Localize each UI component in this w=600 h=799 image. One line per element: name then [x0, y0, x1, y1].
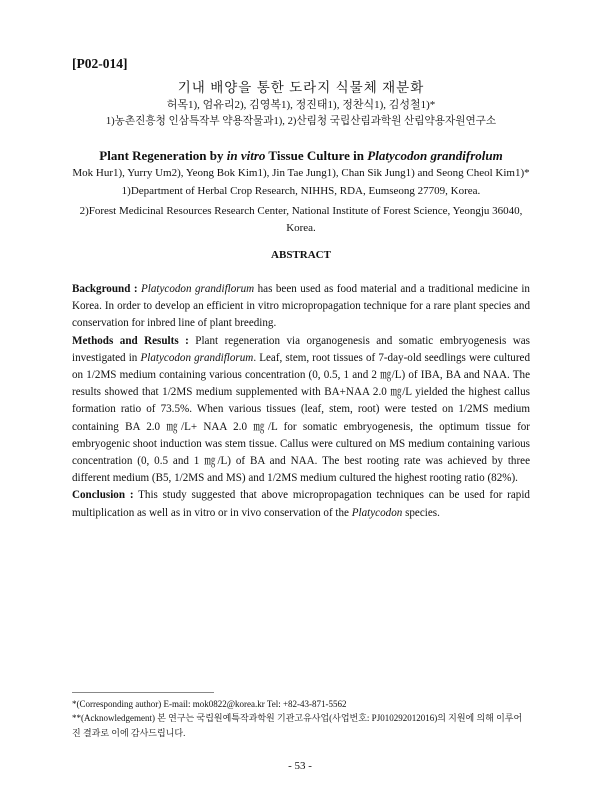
footnote-acknowledgement: **(Acknowledgement) 본 연구는 국립원예특작과학원 기관고유사업(사업번호: PJ010292012016)의 지원에 의해 이루어진 결과로 이에 감사드립니다. [72, 713, 523, 738]
english-title-part: Tissue Culture in [265, 148, 368, 163]
english-title-species: Platycodon grandifrolum [367, 148, 503, 163]
conclusion-paragraph [72, 487, 530, 521]
footnote-corresponding: *(Corresponding author) E-mail: mok0822@korea.kr Tel: +82-43-871-5562 [72, 699, 347, 709]
english-title [72, 148, 530, 164]
english-title-italic: in vitro [226, 148, 266, 163]
methods-text: . Leaf, stem, root tissues of 7-day-old seedlings were cultured on 1/2MS medium containing various concentration (0, 0.5, 1 and 2 ㎎/L) of IBA, BA and NAA. The results showed that 1/2MS medium supplemented with BA+NAA 2.0 ㎎/L yielded the highest callus formation ratio of 73.5%. When various tissues (leaf, stem, root) were tested on 1/2MS medium containing BA 2.0 ㎎/L+ NAA 2.0 ㎎/L for somatic embryogenesis, the optimum tissue for embryogenic shoot induction was stem tissue. Callus were cultured on MS medium containing various concentration (0, 0.5 and 1 ㎎/L) of BA and NAA. The best rooting rate was achieved by three different medium (B5, 1/2MS and MS) and 1/2MS medium cultured the highest rooting ratio (82%). [72, 351, 530, 485]
abstract-heading: ABSTRACT [271, 249, 331, 261]
abstract-body [72, 281, 530, 522]
english-affiliation-1: 1)Department of Herbal Crop Research, NIHHS, RDA, Eumseong 27709, Korea. [121, 185, 481, 197]
korean-affiliations: 1)농촌진흥청 인삼특작부 약용작물과1), 2)산림청 국립산림과학원 산림약용자원연구소 [105, 116, 497, 127]
species-name: Platycodon grandiflorum [140, 351, 254, 364]
conclusion-text: species. [402, 506, 440, 519]
english-authors: Mok Hur1), Yurry Um2), Yeong Bok Kim1), Jin Tae Jung1), Chan Sik Jung1) and Seong Cheol Kim1)* [72, 167, 530, 179]
footnote-divider [72, 692, 214, 693]
korean-title: 기내 배양을 통한 도라지 식물체 재분화 [177, 80, 425, 95]
conclusion-text: This study suggested that above micropropagation techniques can be used for rapid multiplication as well as in vitro or in vivo conservation of the [72, 489, 530, 519]
species-name: Platycodon grandiflorum [141, 283, 255, 295]
background-paragraph [72, 281, 530, 333]
page-number: - 53 - [288, 760, 312, 772]
background-label: Background : [72, 283, 138, 295]
conclusion-label: Conclusion : [72, 489, 134, 502]
methods-text: Plant regeneration via organogenesis and somatic embryogenesis was investigated in [72, 334, 530, 364]
methods-label: Methods and Results : [72, 334, 189, 347]
methods-paragraph [72, 333, 530, 488]
genus-name: Platycodon [351, 506, 403, 519]
english-title-part: Plant Regeneration by [99, 148, 227, 163]
background-text: has been used as food material and a traditional medicine in Korea. In order to develop an efficient in vitro micropropagation technique for a rare plant species and conservation for inbred line of plant breeding. [72, 283, 530, 330]
korean-authors: 허목1), 엄유리2), 김영복1), 정진태1), 정찬식1), 김성철1)* [166, 99, 436, 111]
paper-code: [P02-014] [72, 56, 128, 71]
english-affiliation-2: 2)Forest Medicinal Resources Research Center, National Institute of Forest Science, Yeongju 36040, Korea. [79, 205, 523, 234]
